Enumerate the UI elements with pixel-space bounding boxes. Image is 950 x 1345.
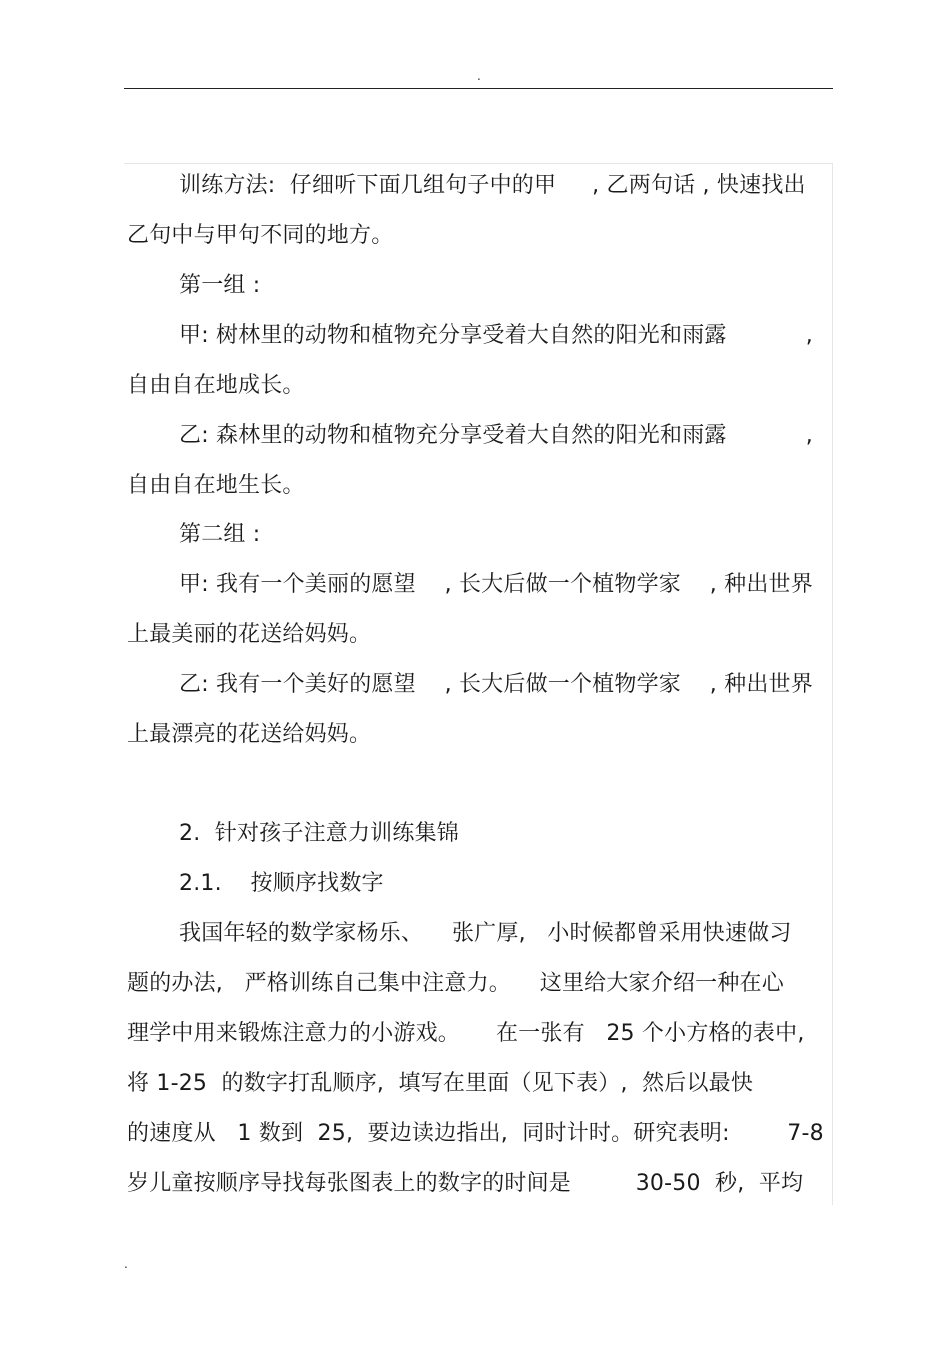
group-2-sentence-a-line-2: 上最美丽的花送给妈妈。 — [127, 622, 372, 647]
header-rule — [124, 88, 833, 89]
paragraph-line-1: 我国年轻的数学家杨乐、 张广厚, 小时候都曾采用快速做习 — [179, 921, 792, 946]
group-1-title: 第一组 : — [179, 273, 261, 298]
content-frame-top — [124, 163, 832, 164]
group-2-sentence-b-line-2: 上最漂亮的花送给妈妈。 — [127, 722, 372, 747]
content-frame-right — [832, 163, 833, 1205]
group-2-sentence-b-line-1: 乙: 我有一个美好的愿望 , 长大后做一个植物学家 , 种出世界 — [179, 672, 813, 697]
header-mark: . — [477, 69, 481, 83]
group-1-sentence-b-line-1: 乙: 森林里的动物和植物充分享受着大自然的阳光和雨露 , — [179, 423, 813, 448]
paragraph-line-2: 题的办法, 严格训练自己集中注意力。 这里给大家介绍一种在心 — [127, 971, 784, 996]
intro-line-1: 训练方法: 仔细听下面几组句子中的甲 , 乙两句话 , 快速找出 — [179, 173, 806, 198]
paragraph-line-4: 将 1-25 的数字打乱顺序, 填写在里面（见下表）, 然后以最快 — [127, 1071, 754, 1096]
group-1-sentence-b-line-2: 自由自在地生长。 — [127, 473, 305, 498]
footer-mark: . — [124, 1257, 128, 1271]
group-2-sentence-a-line-1: 甲: 我有一个美丽的愿望 , 长大后做一个植物学家 , 种出世界 — [179, 572, 813, 597]
paragraph-line-5: 的速度从 1 数到 25, 要边读边指出, 同时计时。研究表明: 7-8 — [127, 1121, 824, 1146]
section-2-heading: 2. 针对孩子注意力训练集锦 — [179, 821, 459, 846]
paragraph-line-6: 岁儿童按顺序导找每张图表上的数字的时间是 30-50 秒, 平均 — [127, 1171, 804, 1196]
group-2-title: 第二组 : — [179, 522, 261, 547]
intro-line-2: 乙句中与甲句不同的地方。 — [127, 223, 394, 248]
group-1-sentence-a-line-1: 甲: 树林里的动物和植物充分享受着大自然的阳光和雨露 , — [179, 323, 813, 348]
group-1-sentence-a-line-2: 自由自在地成长。 — [127, 373, 305, 398]
section-2-1-heading: 2.1. 按顺序找数字 — [179, 871, 384, 896]
paragraph-line-3: 理学中用来锻炼注意力的小游戏。 在一张有 25 个小方格的表中, — [127, 1021, 805, 1046]
